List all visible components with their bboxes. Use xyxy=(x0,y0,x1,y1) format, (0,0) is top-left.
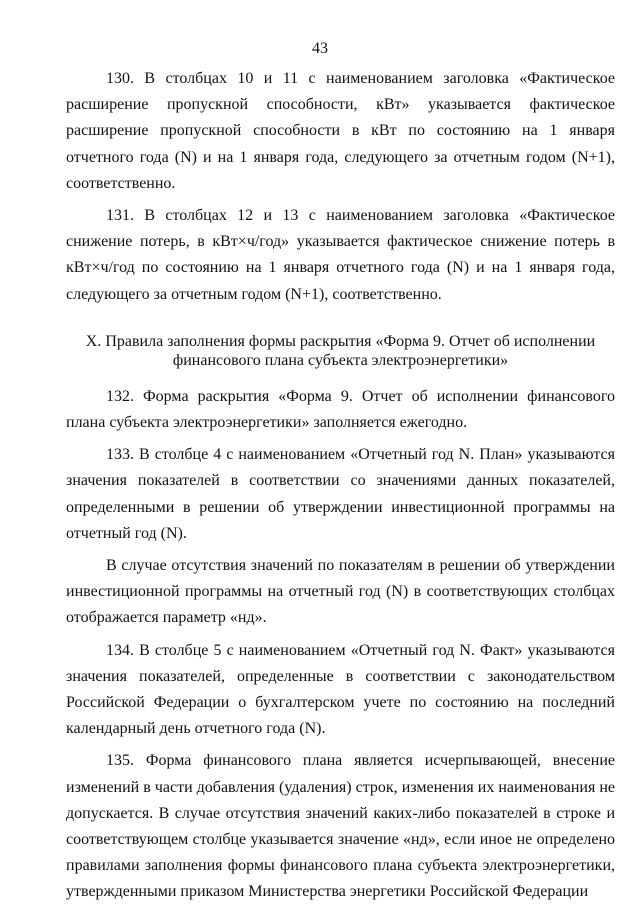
paragraph-131: 131. В столбцах 12 и 13 с наименованием заголовка «Фактическое снижение потерь, в кВт×ч/год» указывается фактическое снижение потерь в кВт×ч/год по состоянию на 1 января отчетного года (N) и на 1 января года, следующего за отчетным годом (N+1), соответственно. xyxy=(66,207,615,303)
page-number: 43 xyxy=(312,40,328,57)
paragraph-135: 135. Форма финансового плана является исчерпывающей, внесение изменений в части добавления (удаления) строк, изменения их наименования не допускается. В случае отсутствия значений каких-либо показателей в строке и соответствующем столбце указывается значение «нд», если иное не определено правилами заполнения формы финансового плана субъекта электроэнергетики, утвержденными приказом Министерства энергетики Российской Федерации xyxy=(66,752,615,901)
section-heading: X. Правила заполнения формы раскрытия «Форма 9. Отчет об исполнении финансового плана субъекта электроэнергетики» xyxy=(85,332,596,369)
document-body xyxy=(66,66,615,906)
paragraph-134: 134. В столбце 5 с наименованием «Отчетный год N. Факт» указываются значения показателей, определенные в соответствии с законодательством Российской Федерации о бухгалтерском учете по состоянию на последний календарный день отчетного года (N). xyxy=(66,641,615,738)
paragraph-133: 133. В столбце 4 с наименованием «Отчетный год N. План» указываются значения показателей в соответствии со значениями данных показателей, определенными в решении об утверждении инвестиционной программы на отчетный год (N). xyxy=(66,446,615,542)
paragraph-130: 130. В столбцах 10 и 11 с наименованием заголовка «Фактическое расширение пропускной способности, кВт» указывается фактическое расширение пропускной способности в кВт по состоянию на 1 января отчетного года (N) и на 1 января года, следующего за отчетным годом (N+1), соответственно. xyxy=(66,70,615,192)
paragraph-133-note: В случае отсутствия значений по показателям в решении об утверждении инвестиционной программы на отчетный год (N) в соответствующих столбцах отображается параметр «нд». xyxy=(66,557,615,627)
paragraph-132: 132. Форма раскрытия «Форма 9. Отчет об исполнении финансового плана субъекта электроэнергетики» заполняется ежегодно. xyxy=(66,387,615,432)
